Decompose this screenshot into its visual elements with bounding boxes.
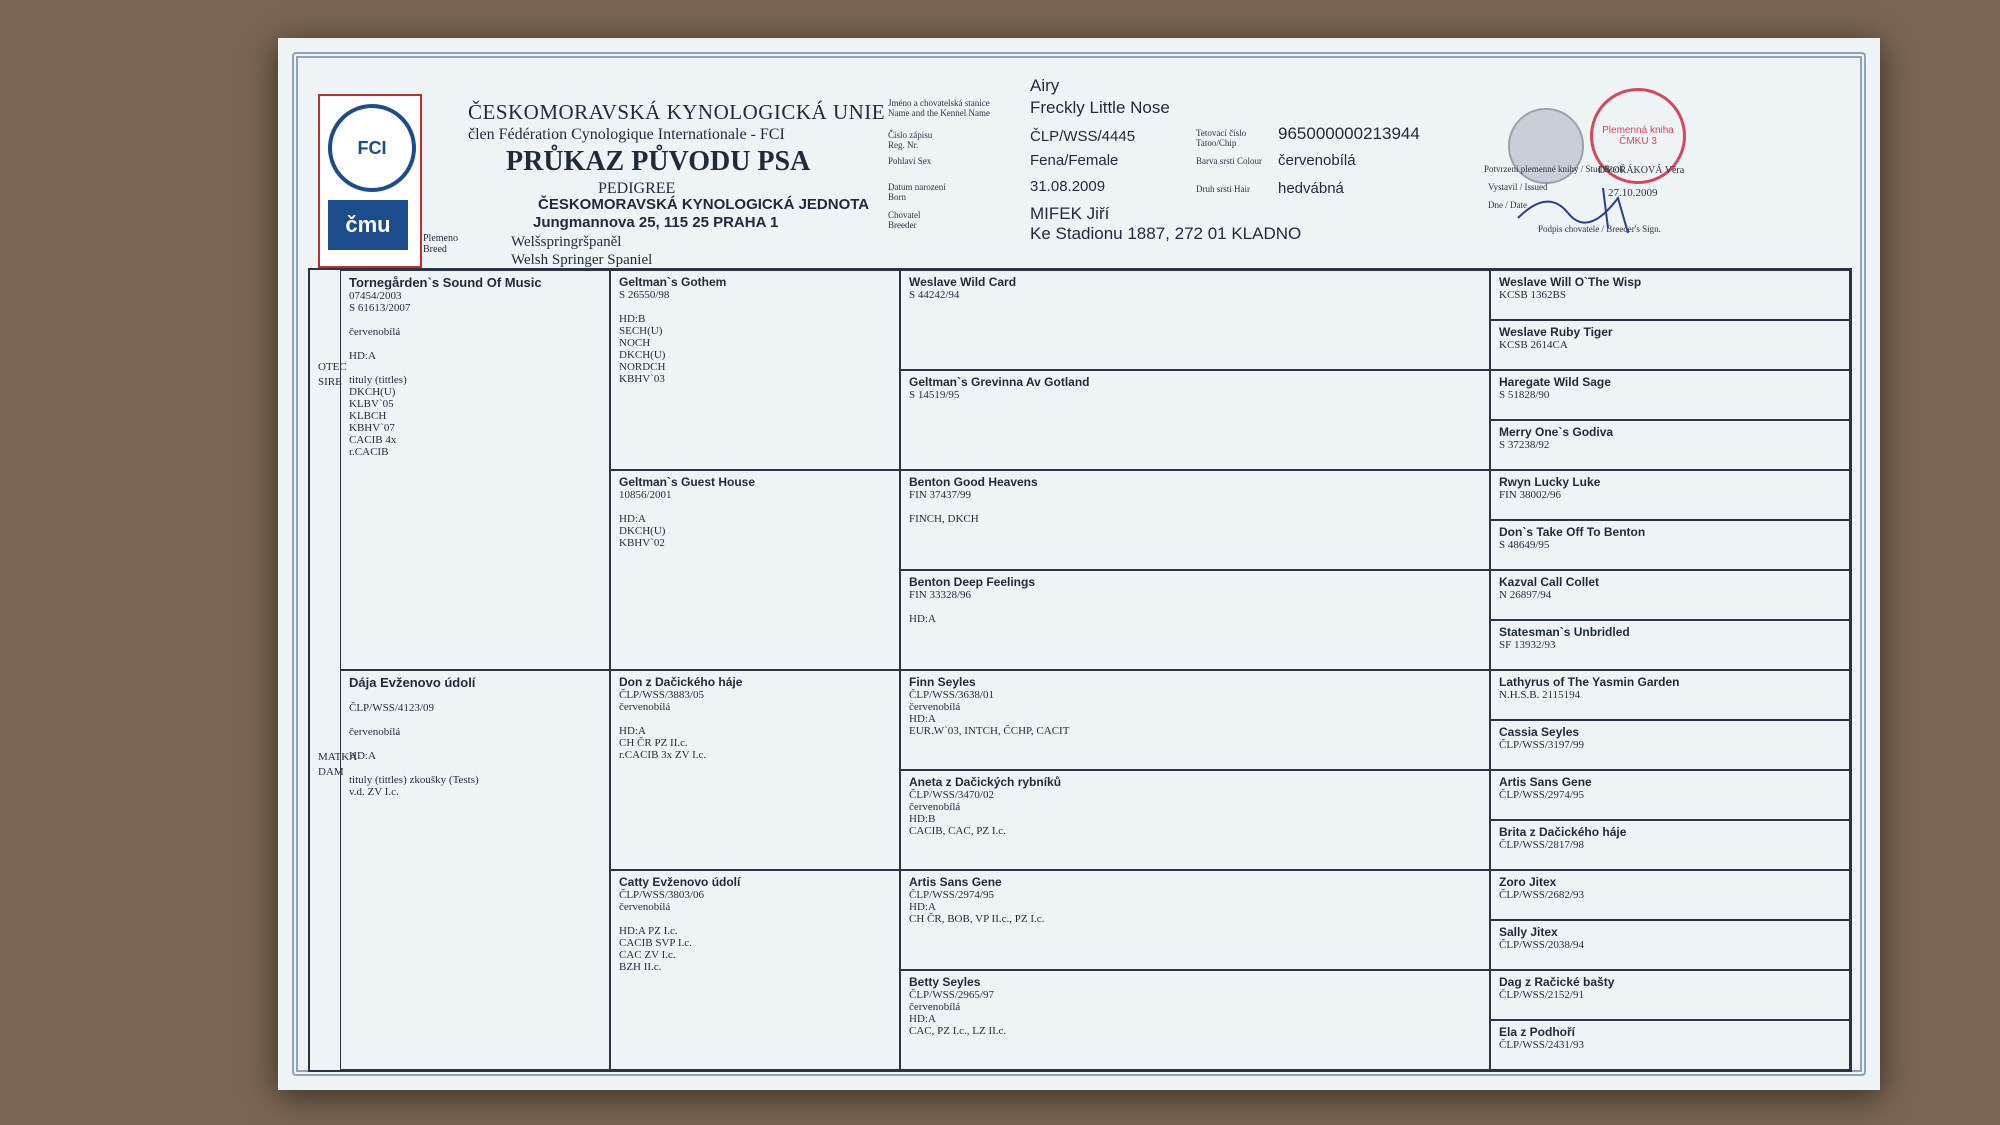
ancestor-name: Artis Sans Gene <box>1499 775 1592 789</box>
chip-number: 965000000213944 <box>1278 124 1420 143</box>
ancestor-name: Sally Jitex <box>1499 925 1558 939</box>
ancestor-detail: ČLP/WSS/3470/02 <box>909 789 994 801</box>
ancestor-detail: KLBCH <box>349 410 387 422</box>
ancestor-detail: HD:A <box>909 613 936 625</box>
ancestor-name: Catty Evženovo údolí <box>619 875 741 889</box>
ancestor-detail: KCSB 2614CA <box>1499 339 1568 351</box>
ancestor-detail: NORDCH <box>619 361 666 373</box>
document-subtitle: PEDIGREE <box>598 180 676 197</box>
ancestor-detail <box>619 501 891 513</box>
colour-label: Barva srsti Colour <box>1196 156 1262 166</box>
gen4-ancestor-cell <box>1490 570 1850 620</box>
ancestor-name: Finn Seyles <box>909 675 976 689</box>
ancestor-detail <box>349 762 601 774</box>
ancestor-detail: ČLP/WSS/2817/98 <box>1499 839 1584 851</box>
ancestor-detail: ČLP/WSS/2038/94 <box>1499 939 1584 951</box>
ancestor-detail: ČLP/WSS/4123/09 <box>349 702 434 714</box>
ancestor-detail: N.H.S.B. 2115194 <box>1499 689 1581 701</box>
ancestor-name: Geltman`s Gothem <box>619 275 727 289</box>
fci-logo-icon: FCI <box>328 104 416 192</box>
gen4-ancestor-cell <box>1490 870 1850 920</box>
breeder-address: Ke Stadionu 1887, 272 01 KLADNO <box>1030 224 1302 243</box>
kennel-name: Freckly Little Nose <box>1030 98 1170 117</box>
breeder-label: Chovatel Breeder <box>888 210 921 230</box>
ancestor-detail: CACIB SVP I.c. <box>619 937 692 949</box>
ancestor-detail: ČLP/WSS/3638/01 <box>909 689 994 701</box>
ancestor-name: Weslave Wild Card <box>909 275 1017 289</box>
gen4-ancestor-cell <box>1490 520 1850 570</box>
ancestor-detail: SF 13932/93 <box>1499 639 1556 651</box>
ancestor-detail: HD:A <box>909 713 936 725</box>
ancestor-name: Haregate Wild Sage <box>1499 375 1611 389</box>
ancestor-detail: CH ČR, BOB, VP II.c., PZ I.c. <box>909 913 1045 925</box>
ancestor-name: Don z Dačického háje <box>619 675 743 689</box>
ancestor-name: Cassia Seyles <box>1499 725 1580 739</box>
ancestor-detail: ČLP/WSS/2431/93 <box>1499 1039 1584 1051</box>
ancestor-detail: S 48649/95 <box>1499 539 1550 551</box>
chip-label: Tetovací číslo Tatoo/Chip <box>1196 128 1247 148</box>
ancestor-detail: ČLP/WSS/2682/93 <box>1499 889 1584 901</box>
ancestor-detail: červenobílá <box>909 701 961 713</box>
ancestor-detail: S 44242/94 <box>909 289 960 301</box>
issued-by: DVOŘÁKOVÁ Věra <box>1598 165 1685 176</box>
ancestor-detail: FINCH, DKCH <box>909 513 979 525</box>
ancestor-detail: FIN 37437/99 <box>909 489 972 501</box>
ancestor-detail: ČLP/WSS/2974/95 <box>1499 789 1584 801</box>
ancestor-detail: CAC ZV I.c. <box>619 949 676 961</box>
studbook-seal: Plemenná kniha ČMKU 3 <box>1590 88 1686 184</box>
name-label: Jméno a chovatelská stanice Name and the Kennel Name <box>888 98 990 118</box>
dog-name: Airy <box>1030 76 1060 95</box>
sign-label: Podpis chovatele / Breeder's Sign. <box>1538 224 1661 234</box>
ancestor-detail: HD:B <box>619 313 646 325</box>
ancestor-detail: HD:B <box>909 813 936 825</box>
gen4-ancestor-cell <box>1490 1020 1850 1070</box>
ancestor-detail <box>619 301 891 313</box>
ancestor-name: Benton Deep Feelings <box>909 575 1036 589</box>
ancestor-name: Kazval Call Collet <box>1499 575 1600 589</box>
great-grandparent-cell <box>900 870 1490 970</box>
ancestor-detail: KBHV`03 <box>619 373 665 385</box>
sire-side-label: OTEC SIRE <box>318 361 347 388</box>
ancestor-detail <box>349 714 601 726</box>
ancestor-detail: DKCH(U) <box>619 525 666 537</box>
gen4-ancestor-cell <box>1490 370 1850 420</box>
reg-number: ČLP/WSS/4445 <box>1030 128 1136 145</box>
ancestor-detail <box>349 362 601 374</box>
ancestor-detail: S 61613/2007 <box>349 302 411 314</box>
ancestor-detail: FIN 38002/96 <box>1499 489 1562 501</box>
ancestor-detail: HD:A <box>909 901 936 913</box>
ancestor-detail: CACIB, CAC, PZ I.c. <box>909 825 1006 837</box>
ancestor-detail <box>349 314 601 326</box>
ancestor-name: Benton Good Heavens <box>909 475 1038 489</box>
hair-value: hedvábná <box>1278 180 1344 197</box>
ancestor-detail: KBHV`07 <box>349 422 395 434</box>
ancestor-name: Artis Sans Gene <box>909 875 1002 889</box>
ancestor-name: Merry One`s Godiva <box>1499 425 1614 439</box>
ancestor-detail <box>619 913 891 925</box>
ancestor-detail: FIN 33328/96 <box>909 589 972 601</box>
signature-icon <box>1508 178 1658 238</box>
ancestor-detail: S 14519/95 <box>909 389 960 401</box>
ancestor-detail: SECH(U) <box>619 325 663 337</box>
ancestor-detail: tituly (tittles) <box>349 374 407 386</box>
ancestor-name: Betty Seyles <box>909 975 981 989</box>
ancestor-name: Lathyrus of The Yasmin Garden <box>1499 675 1680 689</box>
ancestor-detail <box>349 338 601 350</box>
grandparent-cell <box>610 670 900 870</box>
sex-label: Pohlaví Sex <box>888 156 932 166</box>
ancestor-detail: KBHV`02 <box>619 537 665 549</box>
ancestor-detail: DKCH(U) <box>619 349 666 361</box>
ancestor-name: Don`s Take Off To Benton <box>1499 525 1646 539</box>
ancestor-detail: CH ČR PZ II.c. <box>619 737 688 749</box>
ancestor-detail <box>349 690 601 702</box>
association-name: ČESKOMORAVSKÁ KYNOLOGICKÁ JEDNOTA <box>538 196 870 213</box>
ancestor-detail: r.CACIB <box>349 446 389 458</box>
ancestor-name: Tornegården`s Sound Of Music <box>349 275 542 290</box>
ancestor-detail: v.d. ZV I.c. <box>349 786 399 798</box>
ancestor-detail <box>909 601 1481 613</box>
ancestor-detail: 10856/2001 <box>619 489 672 501</box>
breed-label: Plemeno Breed <box>423 233 458 255</box>
ancestor-detail: červenobílá <box>619 701 671 713</box>
ancestor-detail: KLBV`05 <box>349 398 394 410</box>
ancestor-detail: červenobílá <box>909 1001 961 1013</box>
gen4-ancestor-cell <box>1490 770 1850 820</box>
great-grandparent-cell <box>900 270 1490 370</box>
document-title: PRŮKAZ PŮVODU PSA <box>506 146 811 177</box>
ancestor-detail: S 26550/98 <box>619 289 670 301</box>
issued-label: Vystavil / Issued <box>1488 182 1548 192</box>
ancestor-name: Zoro Jitex <box>1499 875 1557 889</box>
dam-side-label: MATKA DAM <box>318 751 358 778</box>
gen4-ancestor-cell <box>1490 720 1850 770</box>
great-grandparent-cell <box>900 670 1490 770</box>
ancestor-detail: ČLP/WSS/2974/95 <box>909 889 994 901</box>
ancestor-detail: červenobílá <box>349 326 401 338</box>
ancestor-detail: r.CACIB 3x ZV I.c. <box>619 749 707 761</box>
ancestor-detail: DKCH(U) <box>349 386 396 398</box>
pedigree-document <box>278 38 1880 1090</box>
great-grandparent-cell <box>900 970 1490 1070</box>
born-value: 31.08.2009 <box>1030 178 1106 195</box>
ancestor-name: Ela z Podhoří <box>1499 1025 1576 1039</box>
ancestor-name: Aneta z Dačických rybníků <box>909 775 1062 789</box>
ancestor-name: Weslave Ruby Tiger <box>1499 325 1613 339</box>
ancestor-detail: HD:A <box>619 513 646 525</box>
ancestor-name: Geltman`s Guest House <box>619 475 756 489</box>
great-grandparent-cell <box>900 770 1490 870</box>
gen4-ancestor-cell <box>1490 320 1850 370</box>
colour-value: červenobílá <box>1278 152 1356 169</box>
ancestor-detail: HD:A <box>619 725 646 737</box>
ancestor-name: Geltman`s Grevinna Av Gotland <box>909 375 1090 389</box>
sex-value: Fena/Female <box>1030 152 1119 169</box>
ancestor-detail: S 51828/90 <box>1499 389 1550 401</box>
gen4-ancestor-cell <box>1490 620 1850 670</box>
association-address: Jungmannova 25, 115 25 PRAHA 1 <box>533 214 779 231</box>
ancestor-detail: CACIB 4x <box>349 434 397 446</box>
sire-cell <box>340 270 610 670</box>
grandparent-cell <box>610 470 900 670</box>
ancestor-detail: EUR.W`03, INTCH, ČCHP, CACIT <box>909 725 1070 737</box>
gen4-ancestor-cell <box>1490 920 1850 970</box>
gen4-ancestor-cell <box>1490 820 1850 870</box>
gen4-ancestor-cell <box>1490 670 1850 720</box>
grandparent-cell <box>610 270 900 470</box>
ancestor-detail: ČLP/WSS/3197/99 <box>1499 739 1584 751</box>
issue-date: 27.10.2009 <box>1608 187 1658 199</box>
born-label: Datum narození Born <box>888 182 946 202</box>
ancestor-detail: HD:A <box>349 750 376 762</box>
gen4-ancestor-cell <box>1490 420 1850 470</box>
breeder-name: MIFEK Jiří <box>1030 204 1110 223</box>
gen4-ancestor-cell <box>1490 270 1850 320</box>
pedigree-table <box>308 268 1852 1072</box>
gen4-ancestor-cell <box>1490 470 1850 520</box>
ancestor-detail: ČLP/WSS/2965/97 <box>909 989 994 1001</box>
ancestor-detail: HD:A PZ I.c. <box>619 925 678 937</box>
ancestor-detail <box>909 501 1481 513</box>
great-grandparent-cell <box>900 370 1490 470</box>
ancestor-detail: ČLP/WSS/3803/06 <box>619 889 704 901</box>
studbook-label: Potvrzení plemenné knihy / Stud Book <box>1484 164 1624 174</box>
ancestor-detail: 07454/2003 <box>349 290 402 302</box>
gen4-ancestor-cell <box>1490 970 1850 1020</box>
ancestor-detail: S 37238/92 <box>1499 439 1550 451</box>
ancestor-detail <box>619 713 891 725</box>
ancestor-name: Brita z Dačického háje <box>1499 825 1627 839</box>
ancestor-detail: BZH II.c. <box>619 961 662 973</box>
ancestor-detail: HD:A <box>349 350 376 362</box>
cmu-logo-icon: čmu <box>328 200 408 250</box>
organization-name: ČESKOMORAVSKÁ KYNOLOGICKÁ UNIE <box>468 100 886 124</box>
ancestor-detail: NOCH <box>619 337 651 349</box>
breed-cz: Welšspringršpaněl <box>511 234 622 250</box>
ancestor-detail: červenobílá <box>349 726 401 738</box>
ancestor-detail: KCSB 1362BS <box>1499 289 1566 301</box>
ancestor-name: Weslave Will O`The Wisp <box>1499 275 1642 289</box>
ancestor-detail: červenobílá <box>909 801 961 813</box>
grandparent-cell <box>610 870 900 1070</box>
ancestor-detail: ČLP/WSS/2152/91 <box>1499 989 1584 1001</box>
ancestor-detail: tituly (tittles) zkoušky (Tests) <box>349 774 479 786</box>
ancestor-name: Statesman`s Unbridled <box>1499 625 1630 639</box>
date-label: Dne / Date <box>1488 200 1527 210</box>
great-grandparent-cell <box>900 570 1490 670</box>
ancestor-detail: CAC, PZ I.c., LZ II.c. <box>909 1025 1007 1037</box>
hair-label: Druh srsti Hair <box>1196 184 1250 194</box>
ancestor-name: Dag z Račické bašty <box>1499 975 1615 989</box>
ancestor-detail: N 26897/94 <box>1499 589 1552 601</box>
reg-label: Číslo zápisu Reg. Nr. <box>888 130 933 150</box>
ancestor-name: Dája Evženovo údolí <box>349 675 476 690</box>
ancestor-detail: červenobílá <box>619 901 671 913</box>
cmu-fci-logo <box>318 94 422 268</box>
fci-membership: člen Fédération Cynologique Internationale - FCI <box>468 126 785 143</box>
ancestor-name: Rwyn Lucky Luke <box>1499 475 1601 489</box>
great-grandparent-cell <box>900 470 1490 570</box>
ancestor-detail: ČLP/WSS/3883/05 <box>619 689 704 701</box>
ancestor-detail: HD:A <box>909 1013 936 1025</box>
dam-cell <box>340 670 610 1070</box>
breed-en: Welsh Springer Spaniel <box>511 252 653 268</box>
ancestor-detail <box>349 738 601 750</box>
